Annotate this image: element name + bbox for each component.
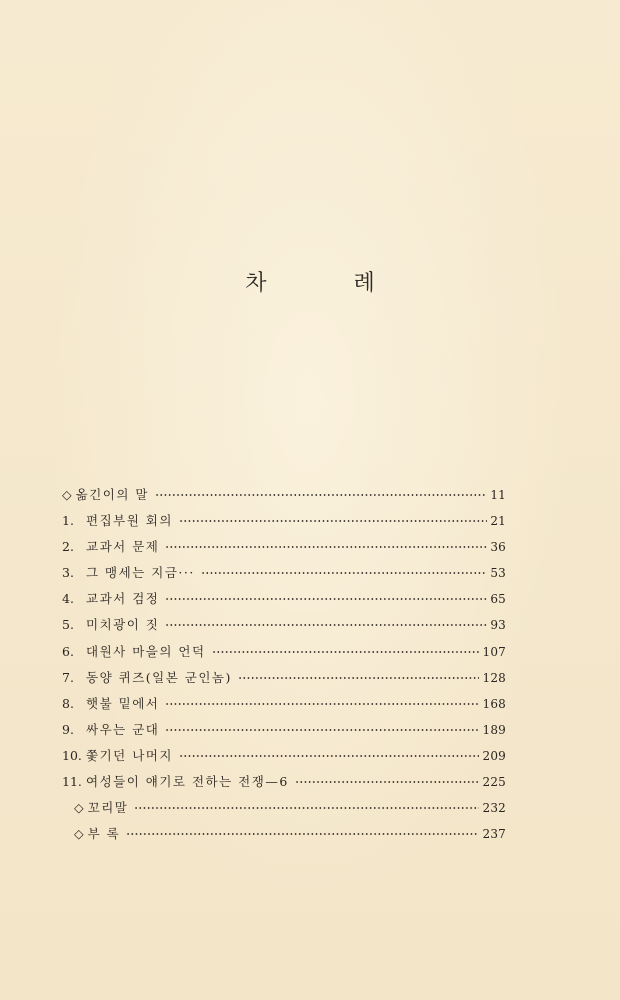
toc-entry-page: 53 xyxy=(490,566,506,581)
toc-entry-marker: ◇ xyxy=(74,800,84,816)
toc-leader-dots xyxy=(212,651,480,653)
toc-entry-title: 그 맹세는 지금··· xyxy=(86,565,195,581)
toc-entry-page: 107 xyxy=(482,644,506,659)
toc-entry-marker: 2. xyxy=(62,539,74,555)
toc-entry-page: 237 xyxy=(482,827,506,842)
toc-leader-dots xyxy=(165,729,479,731)
toc-entry-title: 교과서 검정 xyxy=(86,591,160,607)
toc-entry-title: 대원사 마을의 언덕 xyxy=(86,643,206,659)
toc-entry-title: 편집부원 회의 xyxy=(86,513,173,529)
toc-entry-marker: 10. xyxy=(62,747,82,763)
toc-entry-page: 21 xyxy=(490,514,506,529)
toc-entry-marker: 7. xyxy=(62,669,74,685)
toc-entry-marker: 9. xyxy=(62,721,74,737)
toc-leader-dots xyxy=(134,807,479,809)
toc-entry-page: 36 xyxy=(490,540,506,555)
toc-leader-dots xyxy=(155,494,487,496)
toc-entry-page: 189 xyxy=(482,722,506,737)
page-title: 차 례 xyxy=(245,271,415,296)
toc-leader-dots xyxy=(165,703,479,705)
toc-entry xyxy=(62,743,506,769)
toc-leader-dots xyxy=(179,520,487,522)
toc-entry-marker: 8. xyxy=(62,695,74,711)
toc-entry-title: 싸우는 군대 xyxy=(86,721,160,737)
toc-leader-dots xyxy=(165,624,487,626)
toc-entry-marker: 11. xyxy=(62,774,82,790)
toc-entry-page: 232 xyxy=(482,801,506,816)
toc-entry-marker: ◇ xyxy=(74,826,84,842)
toc-leader-dots xyxy=(179,755,480,757)
toc-leader-dots xyxy=(238,677,480,679)
toc-entry-marker: ◇ xyxy=(62,487,72,502)
toc-entry-title: 부 록 xyxy=(87,826,121,842)
toc-entry-page: 93 xyxy=(490,618,506,633)
toc-entry xyxy=(62,717,506,743)
table-of-contents xyxy=(62,482,506,847)
toc-entry-marker: 6. xyxy=(62,643,74,659)
toc-entry xyxy=(62,665,506,691)
toc-entry-marker: 4. xyxy=(62,591,74,607)
toc-entry-title: 옮긴이의 말 xyxy=(75,487,149,502)
toc-entry xyxy=(62,691,506,717)
toc-leader-dots xyxy=(165,598,487,600)
toc-leader-dots xyxy=(201,572,488,574)
toc-entry-page: 209 xyxy=(482,748,506,763)
toc-entry-title: 꼬리말 xyxy=(87,800,129,816)
toc-entry-title: 미치광이 짓 xyxy=(86,617,160,633)
toc-entry xyxy=(62,534,506,560)
toc-entry-title: 교과서 문제 xyxy=(86,539,160,555)
toc-leader-dots xyxy=(126,833,479,835)
toc-entry xyxy=(62,821,506,847)
toc-entry-title: 햇불 밑에서 xyxy=(86,695,160,711)
toc-entry xyxy=(62,482,506,508)
toc-leader-dots xyxy=(295,781,480,783)
toc-leader-dots xyxy=(165,546,487,548)
toc-entry-page: 128 xyxy=(482,670,506,685)
toc-entry-title: 여성들이 얘기로 전하는 전쟁—6 xyxy=(86,774,289,790)
toc-entry xyxy=(62,560,506,586)
toc-entry xyxy=(62,508,506,534)
toc-entry-marker: 3. xyxy=(62,565,74,581)
toc-entry-title: 쫓기던 나머지 xyxy=(86,747,173,763)
toc-entry xyxy=(62,795,506,821)
toc-entry-page: 11 xyxy=(490,488,506,502)
toc-entry xyxy=(62,612,506,638)
toc-entry-page: 168 xyxy=(482,696,506,711)
toc-entry-page: 65 xyxy=(490,592,506,607)
toc-entry xyxy=(62,586,506,612)
toc-entry-page: 225 xyxy=(482,775,506,790)
toc-entry-marker: 5. xyxy=(62,617,74,633)
toc-entry xyxy=(62,639,506,665)
toc-entry-marker: 1. xyxy=(62,513,74,529)
toc-entry xyxy=(62,769,506,795)
toc-entry-title: 동양 퀴즈(일본 군인놈) xyxy=(86,669,232,685)
